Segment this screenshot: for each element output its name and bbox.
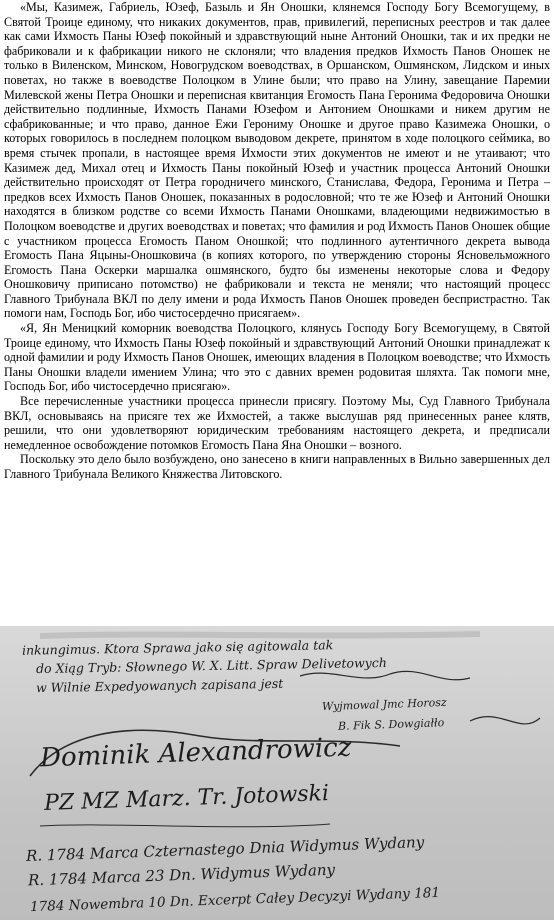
- manuscript-line-5: B. Fik S. Dowgiałło: [337, 716, 445, 733]
- manuscript-line-4: Wyjmowal Jmc Horosz: [321, 695, 447, 714]
- oath-paragraph-onoshki: «Мы, Казимеж, Габриель, Юзеф, Базыль и Ян Оношки, клянемся Господу Богу Всемогущему, в Святой Троице единому, что никаких документов, прав, привилегий, переписных реестров и так далее как сами Ихмость Паны Юзеф покойный и здравствующий ныне Антоний Оношки, так и их предки не фабриковали и к фабрикации никого не склоняли; что владения предков Ихмость Панов Оношек не только в Виленском, Минском, Новогрудском воеводствах, в Оршанском, Ошмянском, Лидском и иных поветах, но также в воеводстве Полоцком в Улине были; что право на Улину, завещание Паремии Милевской жены Петра Оношки и переписная квитанция Егомость Пана Геронима Федоровича Оношки действительно подлинные, Ихмость Панами Юзефом и Антонием Оношками и никем другим не сфабрикованные; и что право, данное Ежи Герониму Оношке и другое право Казимежа Оношки, о которых говорилось в последнем полоцком выводовом декрете, принятом в ходе полоцкого сеймика, во время стычек пропали, в настоящее время Ихмости этих документов не имеют и не утаивают; что Казимеж дед, Михал отец и Ихмость Паны покойный Юзеф и участник процесса Антоний Оношки действительно происходят от Петра городничего минского, Станислава, Федора, Геронима и Петра – предков всех Ихмость Панов Оношек, показанных в родословной; что те же Юзеф и Антоний Оношки находятся в близком родстве со всеми Ихмость Панами Оношками, владеющими недвижимостью в Полоцком воеводстве и других воеводствах и поветах; что фамилия и род Ихмость Панов Оношек общие с участником процесса Егомость Паном Оношкой; что подлинного аутентичного декрета вывода Егомость Пана Яцыны-Оношковича (в копиях которого, по утверждению стороны Ясновельможного Егомость Пана Оскерки маршалка ошмянского, будто бы изменены некоторые слова и Федору Оношковичу приписано потомство) не фабриковали и текста не меняли; что настоящий процесс Главного Трибунала ВКЛ по делу имени и рода Ихмость Панов Оношек проведен беспристрастно. Так помоги нам, Господь Бог, ибо чистосердечно присягаем».: [4, 0, 550, 321]
- faded-top-line: [40, 634, 480, 636]
- registration-paragraph: Поскольку это дело было возбуждено, оно занесено в книги направленных в Вильно завершенных дел Главного Трибунала Великого Княжества Литовского.: [4, 452, 550, 481]
- flourish-signature-small: [300, 671, 470, 679]
- document-text: [4, 0, 550, 482]
- manuscript-line-6: Dominik Alexandrowicz: [39, 732, 352, 774]
- manuscript-image: [0, 626, 554, 920]
- manuscript-line-1: inkungimus. Ktora Sprawa jako się agitowala tak: [21, 637, 334, 658]
- manuscript-line-9: R. 1784 Marca 23 Dn. Widymus Wydany: [27, 860, 336, 890]
- manuscript-line-7: PZ MZ Marz. Tr. Jotowski: [43, 781, 330, 816]
- court-decision-paragraph: Все перечисленные участники процесса принесли присягу. Поэтому Мы, Суд Главного Трибунала ВКЛ, основываясь на присяге тех же Ихмостей, а также выслушав ряд принесенных ранее клятв, решили, что они удовлетворяют юридическим требованиям настоящего декрета, и предписали немедленное освобождение потомков Егомость Пана Яна Оношки – возного.: [4, 394, 550, 452]
- underline-pz: [40, 824, 330, 827]
- manuscript-line-2: do Xiąg Tryb: Słownego W. X. Litt. Spraw Delivetowych: [35, 654, 387, 677]
- manuscript-line-3: w Wilnie Expedyowanych zapisana jest: [35, 675, 284, 696]
- flourish-right: [470, 717, 540, 724]
- oath-paragraph-menitsky: «Я, Ян Меницкий коморник воеводства Полоцкого, клянусь Господу Богу Всемогущему, в Святой Троице единому, что Ихмость Паны Юзеф покойный и здравствующий Антоний Оношки принадлежат к одной фамилии и роду Ихмость Панов Оношек, имеющих владения в Полоцком воеводстве; что Ихмость Паны Оношки владели имением Улина; что это с давних времен родовитая шляхта. Так помоги мне, Господь Бог, ибо чистосердечно присягаю».: [4, 321, 550, 394]
- manuscript-line-8: R. 1784 Marca Czternastego Dnia Widymus Wydany: [25, 833, 425, 865]
- manuscript-line-10: 1784 Nowembra 10 Dn. Excerpt Całey Decyzyi Wydany 181: [29, 884, 441, 916]
